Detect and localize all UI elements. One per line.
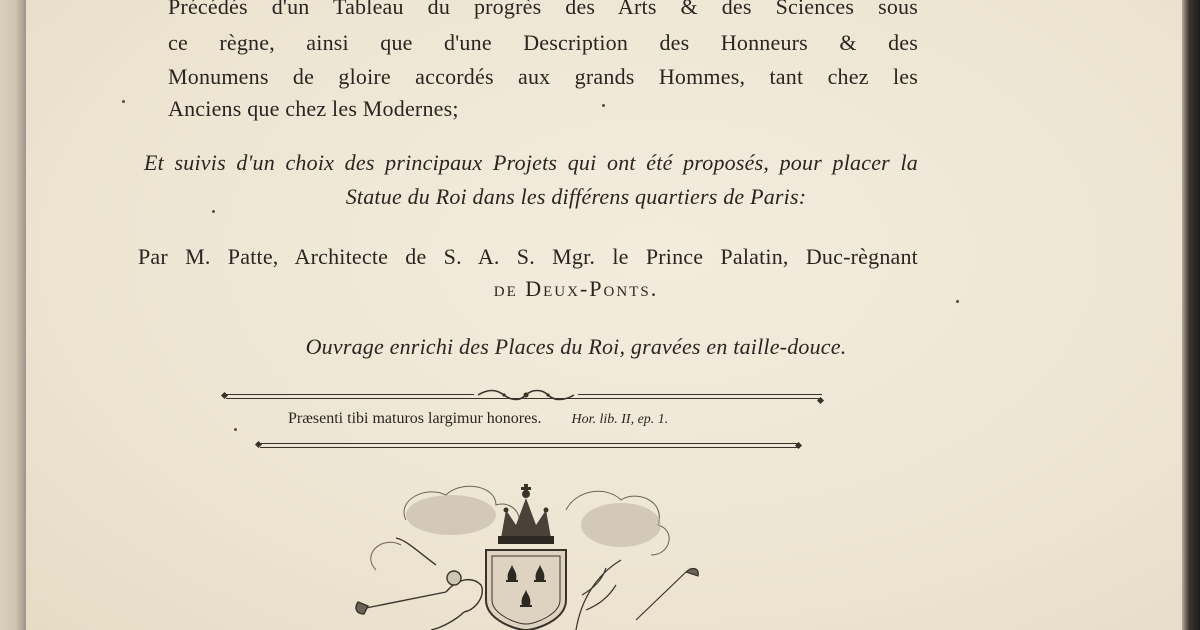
epigraph [288, 410, 668, 428]
title-line-5: Et suivis d'un choix des principaux Projets qui ont été proposés, pour placer la [144, 150, 918, 175]
paper-speck [602, 104, 605, 107]
paper-speck [122, 100, 125, 103]
book-page [26, 0, 1182, 630]
right-page-edge [1182, 0, 1200, 630]
lower-rule [260, 443, 800, 448]
paper-speck [234, 428, 237, 431]
left-page-edge [0, 0, 27, 630]
title-line-6: Statue du Roi dans les différens quartiers de Paris: [345, 184, 807, 209]
upper-rule-right-end [817, 397, 824, 404]
rule-ornament-icon [474, 387, 578, 403]
author-line-2: de Deux-Ponts. [493, 276, 659, 301]
epigraph-text: Præsenti tibi maturos largimur honores. [288, 410, 542, 427]
epigraph-reference: Hor. lib. II, ep. 1. [571, 412, 669, 427]
author-line-1: Par M. Patte, Architecte de S. A. S. Mgr. le Prince Palatin, Duc-règnant [138, 244, 918, 269]
paper-speck [212, 210, 215, 213]
title-line-1: Précédés d'un Tableau du progrès des Arts & des Sciences sous [168, 0, 918, 19]
royal-crest-vignette-icon [336, 480, 716, 630]
enrichment-line: Ouvrage enrichi des Places du Roi, gravées en taille-douce. [305, 334, 847, 359]
title-line-3: Monumens de gloire accordés aux grands Hommes, tant chez les [168, 64, 918, 89]
paper-speck [956, 300, 959, 303]
title-line-4: Anciens que chez les Modernes; [168, 96, 459, 121]
title-line-2: ce règne, ainsi que d'une Description des Honneurs & des [168, 30, 918, 55]
